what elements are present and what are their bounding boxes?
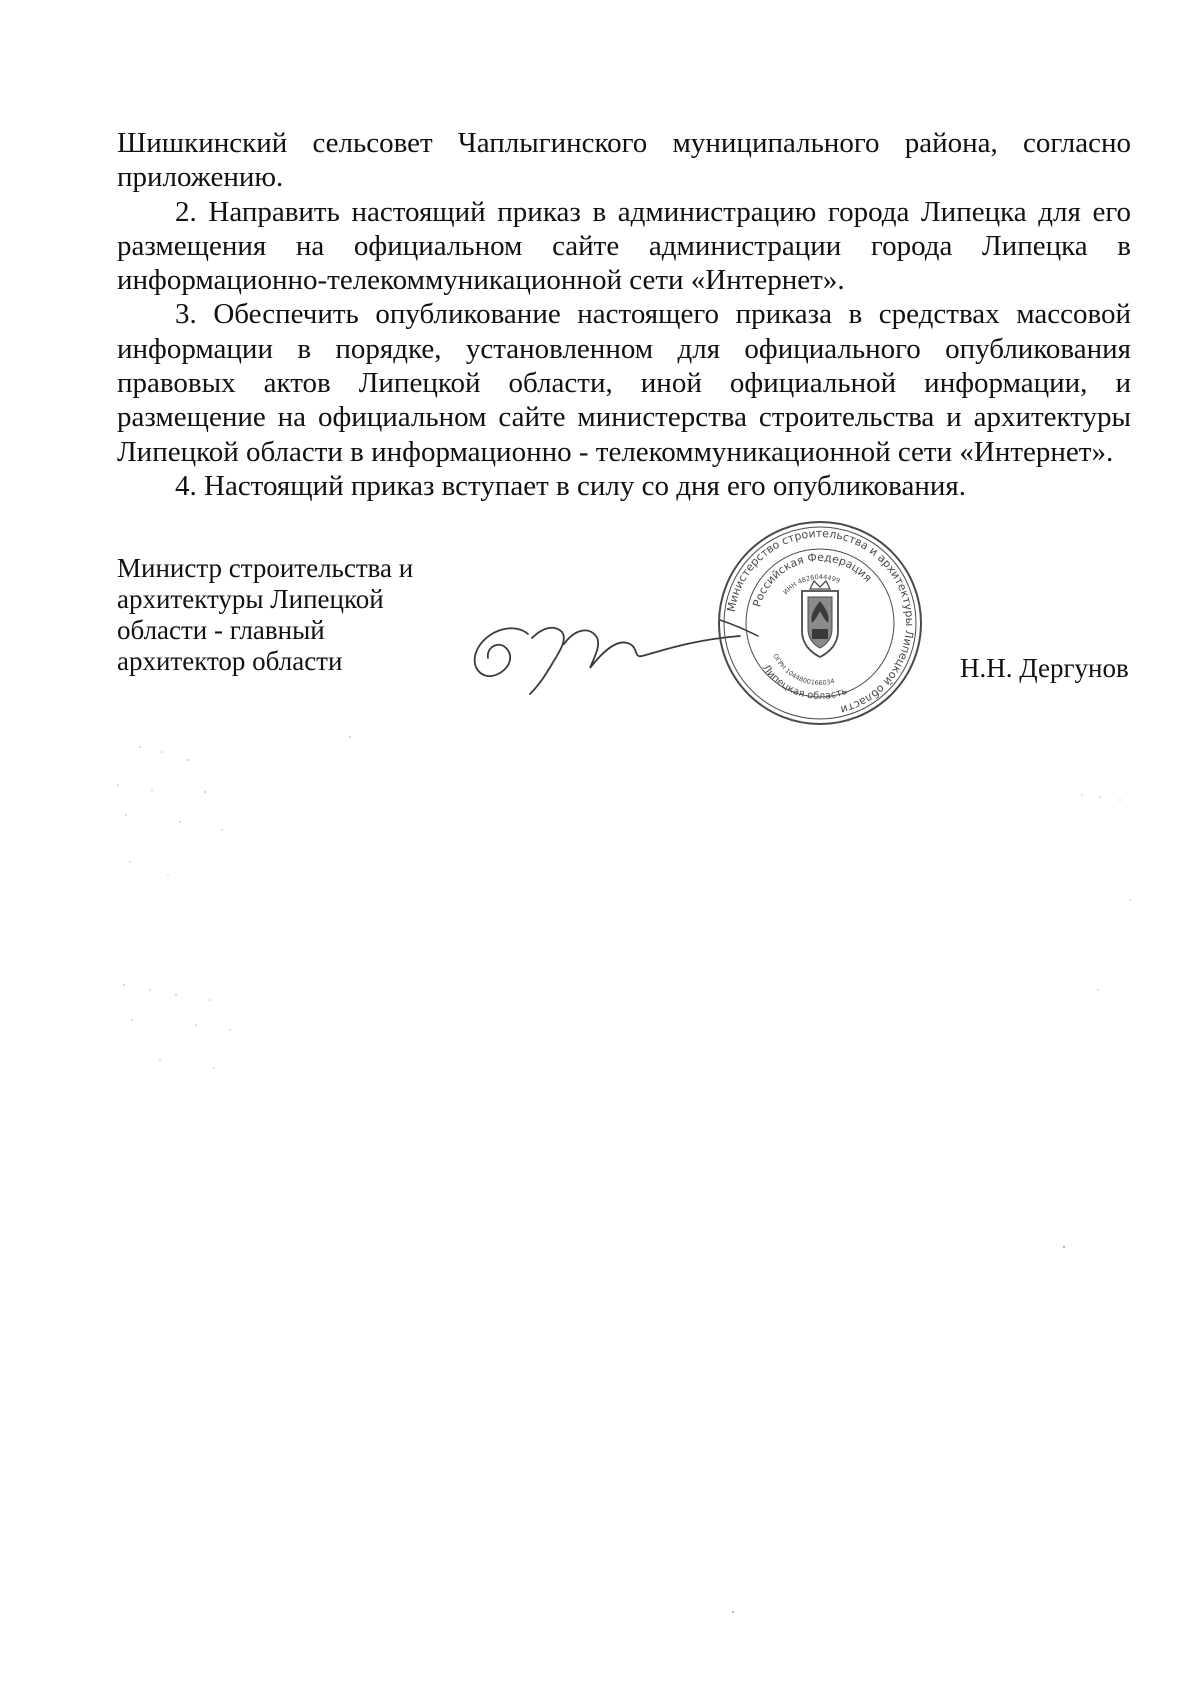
signer-position-line: архитектуры Липецкой [117,584,384,614]
paragraph-3: 3. Обеспечить опубликование настоящего приказа в средствах массовой информации в порядке, установленном для официального опубликования правовых актов Липецкой области, иной официальной информации, и размещение на официальном сайте министерства строительства и архитектуры Липецкой области в информационно - телекоммуникационной сети «Интернет». [117,298,1131,468]
signer-position-line: области - главный [117,615,325,645]
paragraph-2: 2. Направить настоящий приказ в администрацию города Липецка для его размещения на официальном сайте администрации города Липецка в информационно-телекоммуникационной сети «Интернет». [117,195,1131,297]
seal-inn-text: ИНН 4826044499 [781,572,842,597]
signer-name: Н.Н. Дергунов [960,653,1129,683]
seal-bottom-text: Липецкая область [760,662,850,703]
seal-ogrn-text: ОГРН 1044800166034 [771,652,836,688]
signer-position-line: архитектор области [117,646,343,676]
paragraph-4: 4. Настоящий приказ вступает в силу со дня его опубликования. [175,469,966,502]
seal-country-text: Российская Федерация [750,550,875,609]
signer-position-line: Министр строительства и [117,553,414,583]
paragraph-1-continuation: Шишкинский сельсовет Чаплыгинского муниципального района, согласно приложению. [117,127,1131,194]
seal-outer-text: Министерство строительства и архитектуры Липецкой области [724,526,917,717]
